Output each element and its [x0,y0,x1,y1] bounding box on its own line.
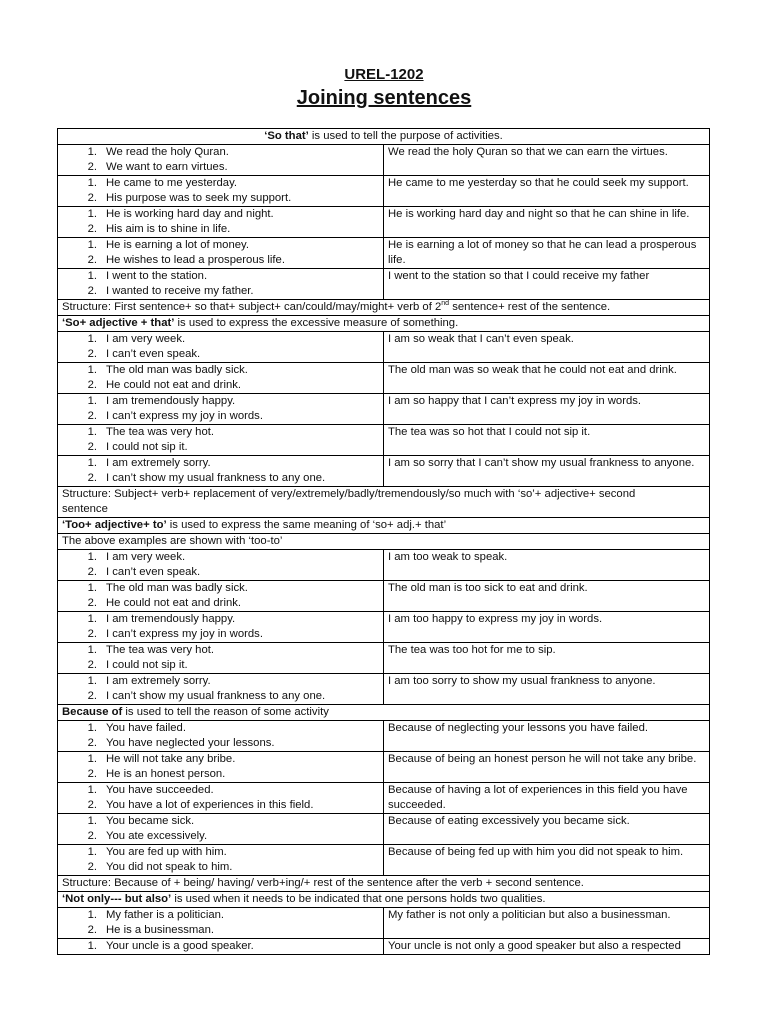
second-sentence [62,160,379,175]
list-number: 1. [87,177,97,189]
first-sentence-text: I am very week. [106,551,186,563]
second-sentence-text: I can’t show my usual frankness to any one. [106,472,326,484]
first-sentence-text: I am extremely sorry. [106,675,211,687]
list-number: 2. [87,628,97,640]
second-sentence [62,860,379,875]
example-row [58,612,710,643]
first-sentence [62,643,379,658]
structure-superscript: nd [441,300,450,308]
first-sentence-text: You are fed up with him. [106,846,227,858]
second-sentence [62,409,379,424]
second-sentence-text: I could not sip it. [106,441,188,453]
joined-sentence: He came to me yesterday so that he could seek my support. [384,176,710,207]
joined-sentence: He is earning a lot of money so that he can lead a prosperous life. [384,238,710,269]
sentence-pair [58,752,384,783]
sentence-pair [58,238,384,269]
example-row [58,643,710,674]
first-sentence [62,908,379,923]
second-sentence [62,191,379,206]
heading-keyword: Because of [62,706,123,718]
example-row [58,456,710,487]
first-sentence [62,721,379,736]
list-number: 1. [87,426,97,438]
joined-sentence: The tea was too hot for me to sip. [384,643,710,674]
example-row [58,581,710,612]
structure-text: Structure: First sentence+ so that+ subject+ can/could/may/might+ verb of 2 [62,301,442,313]
example-row [58,752,710,783]
joined-sentence: He is working hard day and night so that he can shine in life. [384,207,710,238]
sentence-pair [58,783,384,814]
sentence-pair [58,845,384,876]
joined-sentence: I am too happy to express my joy in words. [384,612,710,643]
structure-note-cell [58,300,710,316]
section-heading [58,316,710,332]
document-title: Joining sentences [296,87,472,109]
list-number: 1. [87,753,97,765]
first-sentence [62,238,379,253]
list-number: 1. [87,551,97,563]
list-number: 1. [87,146,97,158]
list-number: 2. [87,659,97,671]
example-row [58,939,710,955]
sentence-pair [58,721,384,752]
second-sentence-text: I wanted to receive my father. [106,285,254,297]
list-number: 1. [87,940,97,952]
joined-sentence: I am too weak to speak. [384,550,710,581]
sentence-pair [58,550,384,581]
second-sentence [62,440,379,455]
joined-sentence: I am too sorry to show my usual frankness to anyone. [384,674,710,705]
list-number: 2. [87,799,97,811]
example-row [58,814,710,845]
sentence-pair [58,674,384,705]
first-sentence [62,612,379,627]
sentence-pair [58,145,384,176]
list-number: 2. [87,737,97,749]
second-sentence-text: I could not sip it. [106,659,188,671]
list-number: 1. [87,270,97,282]
list-number: 2. [87,285,97,297]
joined-sentence: I went to the station so that I could receive my father [384,269,710,300]
first-sentence [62,176,379,191]
list-number: 1. [87,784,97,796]
section-heading-cell [58,518,710,534]
heading-text: is used to tell the reason of some activity [122,706,329,718]
second-sentence [62,347,379,362]
list-number: 1. [87,722,97,734]
joined-sentence: The old man is too sick to eat and drink. [384,581,710,612]
joined-sentence: Your uncle is not only a good speaker but also a respected [384,939,710,955]
second-sentence [62,798,379,813]
example-row [58,207,710,238]
second-sentence [62,658,379,673]
first-sentence [62,581,379,596]
first-sentence-text: The old man was badly sick. [106,364,248,376]
second-sentence [62,829,379,844]
list-number: 1. [87,815,97,827]
joined-sentence: I am so sorry that I can’t show my usual frankness to anyone. [384,456,710,487]
sentence-pair [58,581,384,612]
second-sentence-text: He wishes to lead a prosperous life. [106,254,285,266]
example-row [58,845,710,876]
example-row [58,550,710,581]
heading-text: is used to express the same meaning of ‘so+ adj.+ that’ [166,519,447,531]
structure-note [58,487,710,518]
sentence-pair [58,176,384,207]
heading-keyword: ‘Too+ adjective+ to’ [62,519,167,531]
second-sentence-text: He could not eat and drink. [106,597,242,609]
list-number: 2. [87,690,97,702]
second-sentence [62,596,379,611]
second-sentence [62,565,379,580]
first-sentence-text: I am tremendously happy. [106,613,236,625]
list-number: 2. [87,223,97,235]
list-number: 1. [87,395,97,407]
list-number: 1. [87,239,97,251]
sentence-pair [58,425,384,456]
first-sentence-text: The old man was badly sick. [106,582,248,594]
first-sentence [62,332,379,347]
structure-note-cell: Structure: Because of + being/ having/ verb+ing/+ rest of the sentence after the verb + second sentence. [58,876,710,892]
sentence-pair [58,456,384,487]
sentence-pair [58,908,384,939]
list-number: 2. [87,254,97,266]
second-sentence-text: I can’t even speak. [106,348,201,360]
list-number: 2. [87,441,97,453]
second-sentence-text: His aim is to shine in life. [106,223,231,235]
section-heading-cell [58,892,710,908]
sentence-pair [58,643,384,674]
first-sentence-text: He came to me yesterday. [106,177,238,189]
structure-note [58,876,710,892]
first-sentence [62,845,379,860]
second-sentence-text: His purpose was to seek my support. [106,192,292,204]
second-sentence-text: I can’t express my joy in words. [106,410,263,422]
section-heading [58,705,710,721]
second-sentence-text: He is an honest person. [106,768,226,780]
heading-keyword: ‘So that’ [264,130,309,142]
example-row [58,145,710,176]
example-row [58,269,710,300]
list-number: 2. [87,768,97,780]
list-number: 1. [87,333,97,345]
structure-note [58,300,710,316]
joined-sentence: The tea was so hot that I could not sip it. [384,425,710,456]
example-row [58,238,710,269]
joined-sentence: Because of being an honest person he will not take any bribe. [384,752,710,783]
second-sentence-text: You ate excessively. [106,830,208,842]
first-sentence [62,425,379,440]
heading-text: is used when it needs to be indicated that one persons holds two qualities. [171,893,546,905]
first-sentence-text: I went to the station. [106,270,208,282]
second-sentence-text: I can’t express my joy in words. [106,628,263,640]
first-sentence-text: We read the holy Quran. [106,146,229,158]
example-row [58,394,710,425]
second-sentence-text: You did not speak to him. [106,861,233,873]
first-sentence-text: You have failed. [106,722,186,734]
second-sentence-text: He is a businessman. [106,924,214,936]
first-sentence-text: He will not take any bribe. [106,753,236,765]
section-heading-cell [58,129,710,145]
first-sentence [62,939,379,954]
list-number: 2. [87,861,97,873]
table-body [58,129,710,955]
first-sentence-text: You became sick. [106,815,195,827]
list-number: 2. [87,379,97,391]
course-code: UREL-1202 [344,66,424,83]
first-sentence [62,456,379,471]
list-number: 1. [87,675,97,687]
section-intro [58,534,710,550]
list-number: 1. [87,364,97,376]
second-sentence [62,767,379,782]
first-sentence-text: My father is a politician. [106,909,225,921]
example-row [58,908,710,939]
list-number: 2. [87,192,97,204]
sentence-pair [58,612,384,643]
list-number: 2. [87,472,97,484]
section-heading [58,518,710,534]
second-sentence-text: He could not eat and drink. [106,379,242,391]
first-sentence [62,674,379,689]
list-number: 1. [87,457,97,469]
joined-sentence: Because of being fed up with him you did not speak to him. [384,845,710,876]
list-number: 2. [87,566,97,578]
joining-sentences-table [57,128,710,955]
first-sentence [62,814,379,829]
section-intro-cell: The above examples are shown with ‘too-to’ [58,534,710,550]
structure-note-cell [58,487,710,518]
second-sentence-text: I can’t show my usual frankness to any one. [106,690,326,702]
list-number: 2. [87,924,97,936]
first-sentence [62,752,379,767]
joined-sentence: Because of eating excessively you became sick. [384,814,710,845]
list-number: 2. [87,161,97,173]
structure-line: Structure: Subject+ verb+ replacement of very/extremely/badly/tremendously/so much with ‘so’+ adjective+ second [62,488,636,500]
second-sentence-text: You have neglected your lessons. [106,737,275,749]
sentence-pair [58,814,384,845]
second-sentence [62,471,379,486]
first-sentence-text: I am tremendously happy. [106,395,236,407]
sentence-pair [58,939,384,955]
list-number: 2. [87,410,97,422]
first-sentence [62,363,379,378]
first-sentence-text: The tea was very hot. [106,644,214,656]
first-sentence [62,269,379,284]
list-number: 1. [87,846,97,858]
first-sentence-text: Your uncle is a good speaker. [106,940,254,952]
second-sentence [62,736,379,751]
example-row [58,176,710,207]
second-sentence [62,253,379,268]
joined-sentence: Because of having a lot of experiences in this field you have succeeded. [384,783,710,814]
second-sentence-text: We want to earn virtues. [106,161,228,173]
second-sentence [62,378,379,393]
second-sentence-text: You have a lot of experiences in this field. [106,799,314,811]
structure-text-end: sentence+ rest of the sentence. [449,301,611,313]
second-sentence [62,923,379,938]
second-sentence [62,689,379,704]
first-sentence [62,550,379,565]
first-sentence-text: You have succeeded. [106,784,214,796]
sentence-pair [58,332,384,363]
first-sentence-text: I am extremely sorry. [106,457,211,469]
second-sentence [62,284,379,299]
sentence-pair [58,394,384,425]
list-number: 2. [87,348,97,360]
list-number: 2. [87,597,97,609]
list-number: 1. [87,582,97,594]
first-sentence [62,207,379,222]
section-heading [58,892,710,908]
example-row [58,332,710,363]
sentence-pair [58,207,384,238]
first-sentence-text: He is working hard day and night. [106,208,274,220]
example-row [58,425,710,456]
list-number: 1. [87,909,97,921]
section-heading-cell [58,316,710,332]
joined-sentence: The old man was so weak that he could not eat and drink. [384,363,710,394]
second-sentence [62,627,379,642]
list-number: 2. [87,830,97,842]
list-number: 1. [87,613,97,625]
list-number: 1. [87,208,97,220]
list-number: 1. [87,644,97,656]
example-row [58,721,710,752]
joined-sentence: We read the holy Quran so that we can earn the virtues. [384,145,710,176]
second-sentence [62,222,379,237]
joined-sentence: Because of neglecting your lessons you have failed. [384,721,710,752]
section-heading-cell [58,705,710,721]
first-sentence-text: He is earning a lot of money. [106,239,249,251]
joined-sentence: I am so happy that I can’t express my joy in words. [384,394,710,425]
example-row [58,674,710,705]
heading-text: is used to express the excessive measure of something. [174,317,459,329]
first-sentence [62,394,379,409]
sentence-pair [58,363,384,394]
first-sentence [62,783,379,798]
sentence-pair [58,269,384,300]
example-row [58,363,710,394]
joined-sentence: I am so weak that I can’t even speak. [384,332,710,363]
heading-keyword: ‘So+ adjective + that’ [62,317,175,329]
structure-line: sentence [62,503,108,515]
example-row [58,783,710,814]
heading-keyword: ‘Not only--- but also’ [62,893,172,905]
second-sentence-text: I can’t even speak. [106,566,201,578]
section-heading [58,129,710,145]
first-sentence-text: The tea was very hot. [106,426,214,438]
first-sentence-text: I am very week. [106,333,186,345]
first-sentence [62,145,379,160]
joined-sentence: My father is not only a politician but also a businessman. [384,908,710,939]
heading-text: is used to tell the purpose of activities. [308,130,503,142]
